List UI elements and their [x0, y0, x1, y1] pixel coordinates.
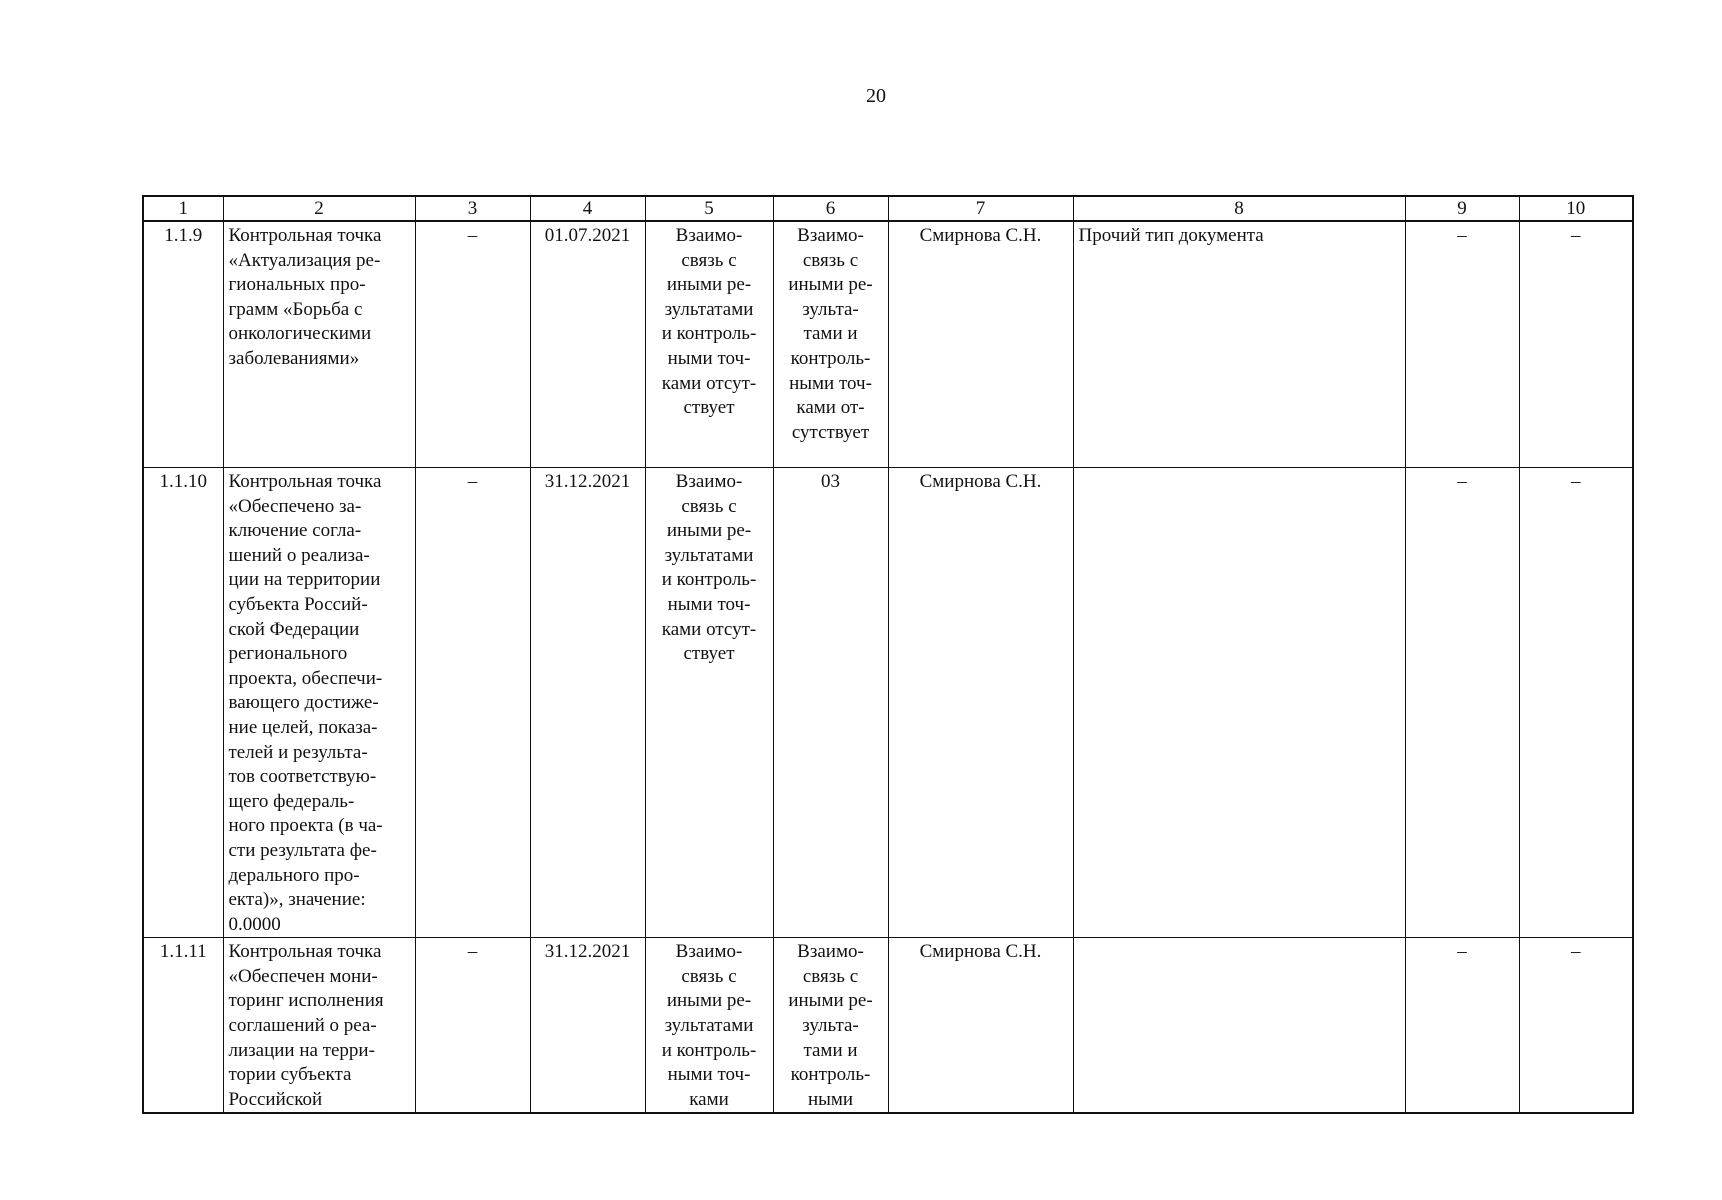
cell-col9: –	[1405, 221, 1519, 468]
completion-date: 01.07.2021	[530, 221, 645, 468]
control-point-name: Контрольная точка «Обеспечено за- ключение согла- шений о реализа- ции на территории субъекта Россий- ской Федерации регионального проекта, обеспечи- вающего достиже- ние целей, показа- телей и результа- тов соответствую- щего федераль- ного проекта (в ча- сти результата фе- дерального про- екта)», значение: 0.0000	[223, 468, 415, 938]
column-header: 10	[1519, 196, 1633, 221]
cell-col3: –	[415, 468, 530, 938]
cell-col6: Взаимо- связь с иными ре- зульта- тами и контроль- ными точ- ками от- сутствует	[773, 221, 888, 468]
cell-col9: –	[1405, 938, 1519, 1114]
table-row	[143, 468, 1633, 938]
document-type	[1073, 938, 1405, 1114]
column-header: 5	[645, 196, 773, 221]
document-type	[1073, 468, 1405, 938]
column-header: 2	[223, 196, 415, 221]
completion-date: 31.12.2021	[530, 938, 645, 1114]
table-row	[143, 938, 1633, 1114]
completion-date: 31.12.2021	[530, 468, 645, 938]
column-header: 9	[1405, 196, 1519, 221]
cell-col6: Взаимо- связь с иными ре- зульта- тами и контроль- ными	[773, 938, 888, 1114]
responsible-person: Смирнова С.Н.	[888, 468, 1073, 938]
table-row	[143, 221, 1633, 468]
responsible-person: Смирнова С.Н.	[888, 938, 1073, 1114]
responsible-person: Смирнова С.Н.	[888, 221, 1073, 468]
column-header: 6	[773, 196, 888, 221]
row-number: 1.1.9	[143, 221, 223, 468]
control-point-name: Контрольная точка «Обеспечен мони- торинг исполнения соглашений о реа- лизации на терри- тории субъекта Российской	[223, 938, 415, 1114]
column-header: 4	[530, 196, 645, 221]
cell-col10: –	[1519, 221, 1633, 468]
page-number: 20	[866, 85, 886, 107]
cell-col5: Взаимо- связь с иными ре- зультатами и контроль- ными точ- ками	[645, 938, 773, 1114]
document-type: Прочий тип документа	[1073, 221, 1405, 468]
control-point-name: Контрольная точка «Актуализация ре- гиональных про- грамм «Борьба с онкологическими заболеваниями»	[223, 221, 415, 468]
row-number: 1.1.10	[143, 468, 223, 938]
cell-col5: Взаимо- связь с иными ре- зультатами и контроль- ными точ- ками отсут- ствует	[645, 221, 773, 468]
cell-col6: 03	[773, 468, 888, 938]
cell-col3: –	[415, 221, 530, 468]
column-header: 8	[1073, 196, 1405, 221]
control-points-table	[142, 195, 1634, 1114]
cell-col9: –	[1405, 468, 1519, 938]
row-number: 1.1.11	[143, 938, 223, 1114]
column-number-row	[143, 196, 1633, 221]
cell-col10: –	[1519, 468, 1633, 938]
cell-col3: –	[415, 938, 530, 1114]
column-header: 3	[415, 196, 530, 221]
column-header: 1	[143, 196, 223, 221]
column-header: 7	[888, 196, 1073, 221]
cell-col10: –	[1519, 938, 1633, 1114]
cell-col5: Взаимо- связь с иными ре- зультатами и контроль- ными точ- ками отсут- ствует	[645, 468, 773, 938]
